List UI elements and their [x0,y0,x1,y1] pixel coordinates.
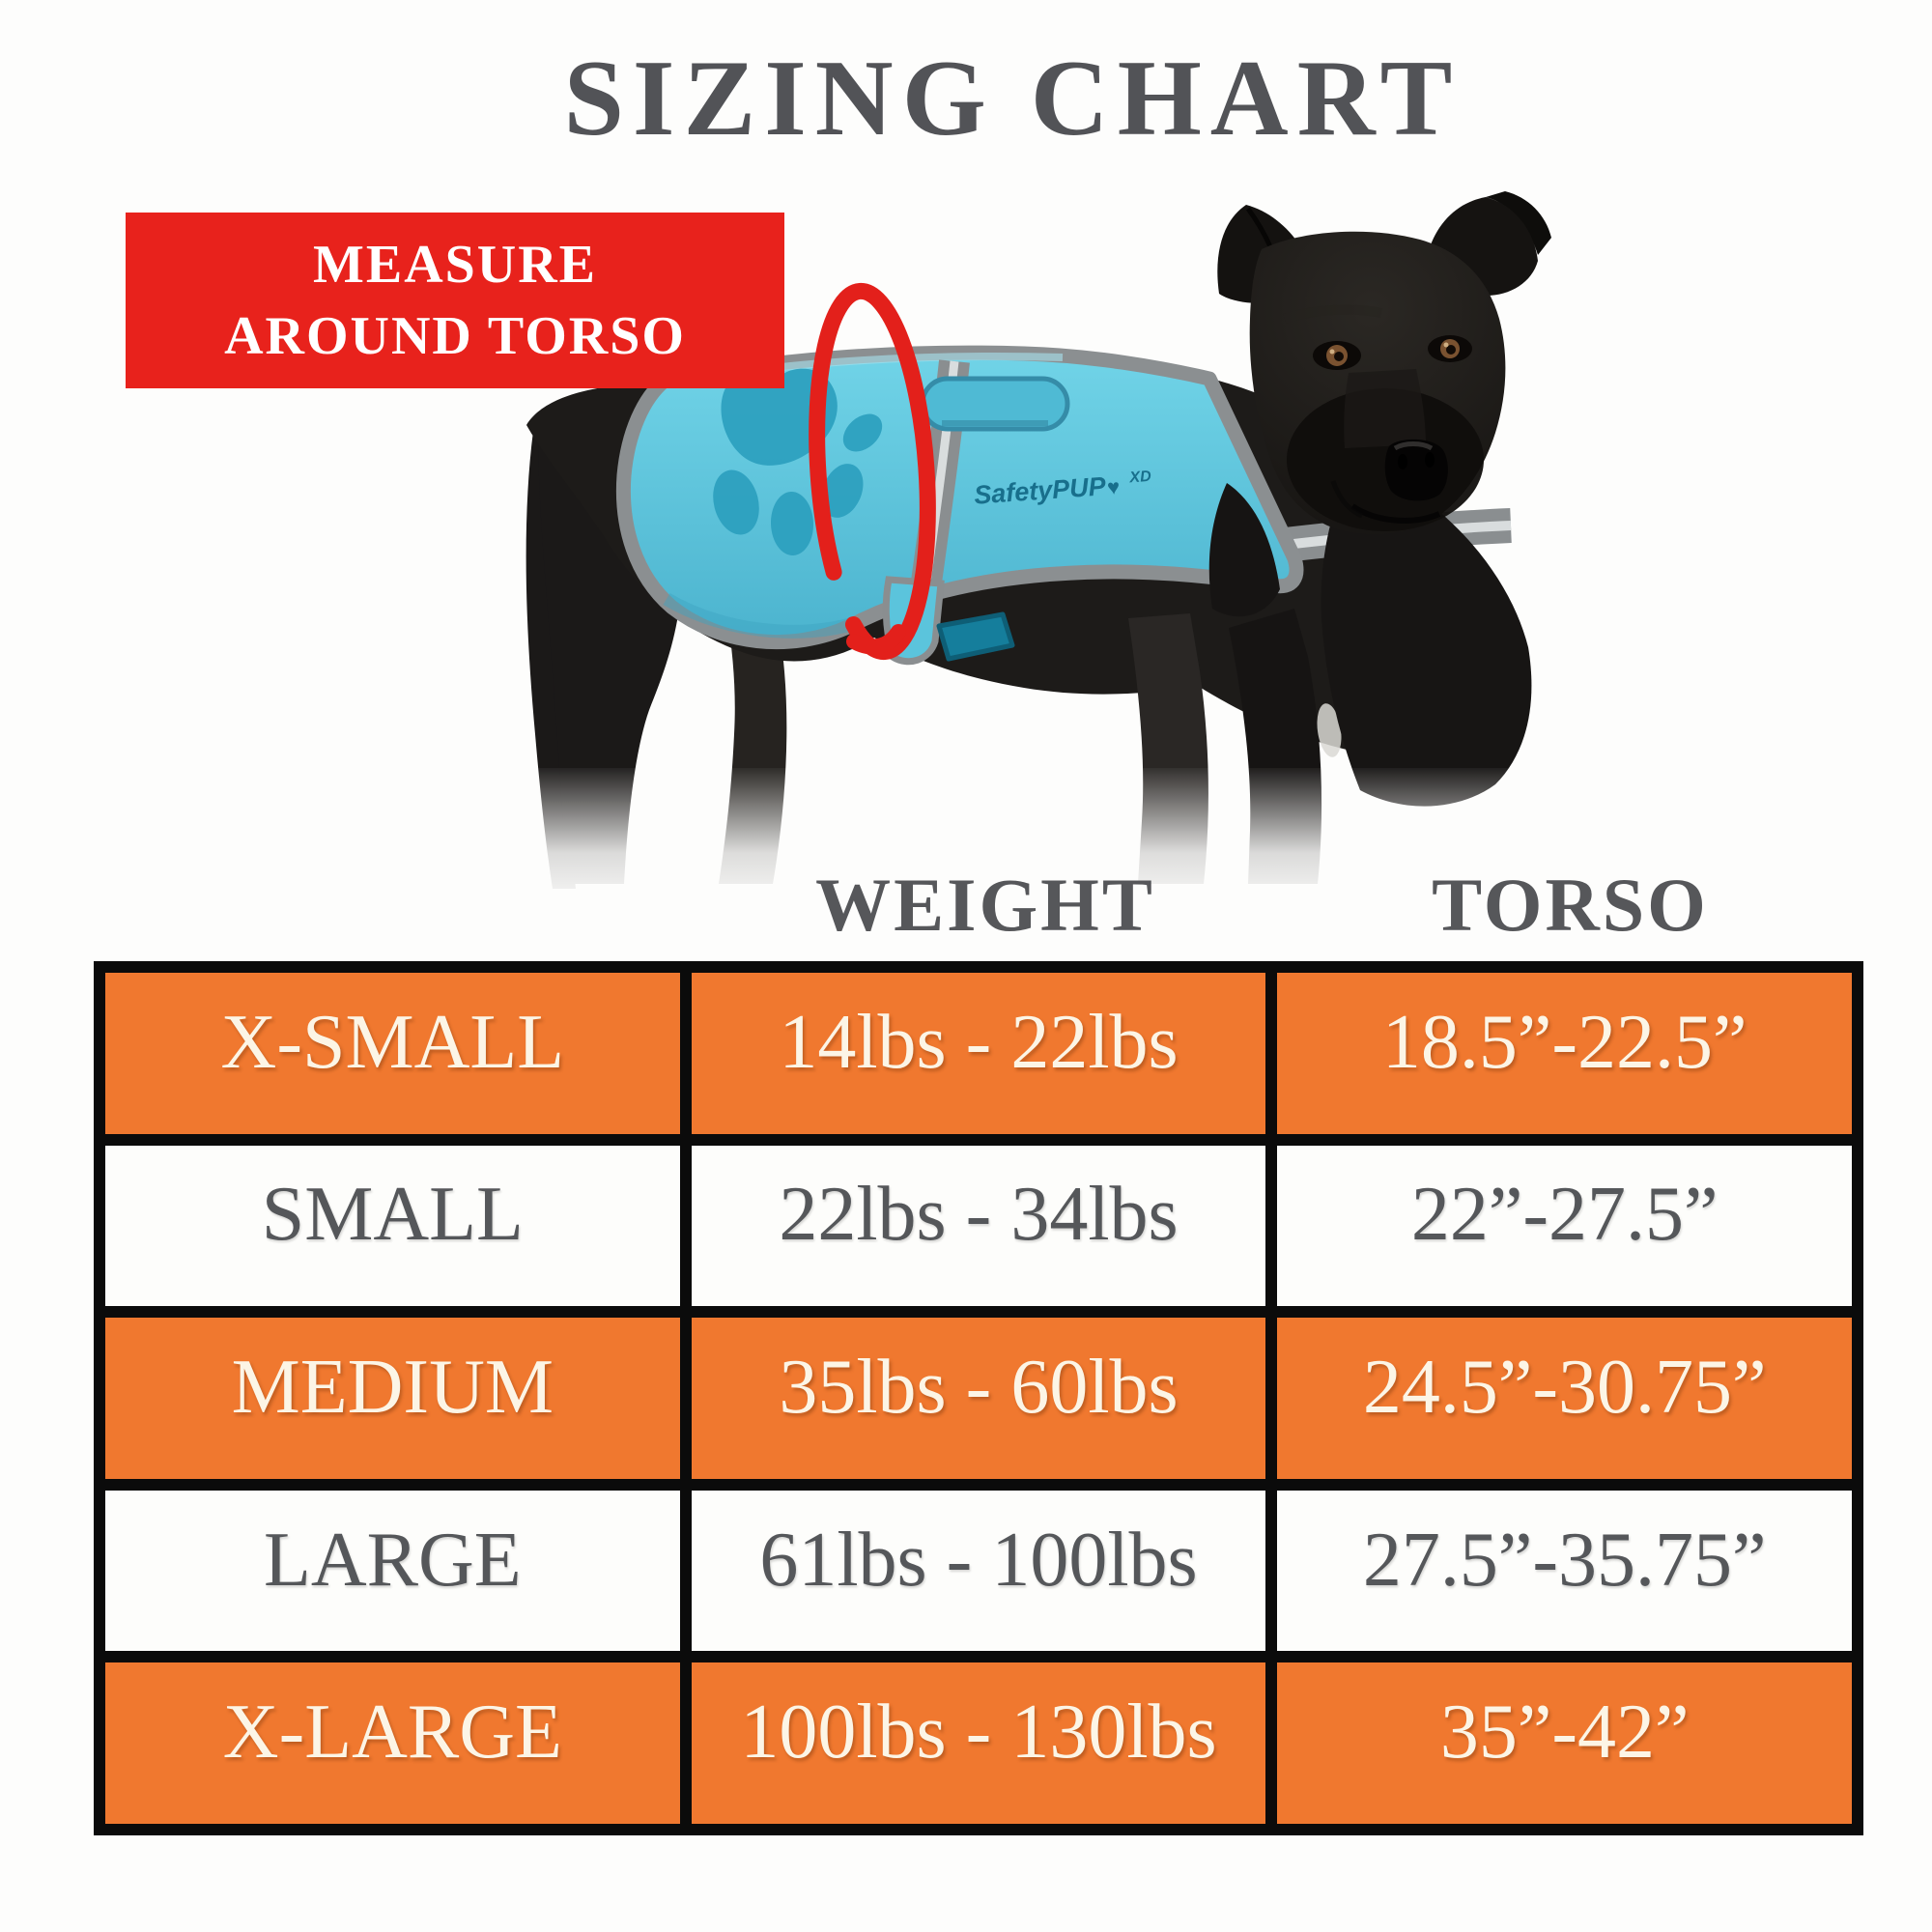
torso-cell-xsmall: 18.5”-22.5” [1277,973,1852,1134]
dog-nostril-right [1425,452,1435,468]
weight-cell-small: 22lbs - 34lbs [692,1146,1266,1307]
size-cell-xlarge: X-LARGE [105,1662,680,1824]
size-cell-large: LARGE [105,1491,680,1652]
torso-cell-medium: 24.5”-30.75” [1277,1318,1852,1479]
vest-logo-text: SafetyPUP [973,471,1107,510]
heart-icon: ♥ [1106,474,1122,500]
sizing-table [94,961,1863,1835]
measure-callout [126,213,784,388]
size-cell-medium: MEDIUM [105,1318,680,1479]
dog-nostril-left [1398,454,1407,469]
page-title: SIZING CHART [563,39,1462,158]
measure-callout-line1: MEASURE [312,235,598,295]
weight-cell-large: 61lbs - 100lbs [692,1491,1266,1652]
dog-eye-right [1428,335,1472,362]
column-header-weight: WEIGHT [815,863,1155,947]
column-header-torso: TORSO [1432,863,1709,947]
measure-callout-line2: AROUND TORSO [224,306,686,366]
dog-nose [1385,440,1448,500]
torso-cell-xlarge: 35”-42” [1277,1662,1852,1824]
weight-cell-xlarge: 100lbs - 130lbs [692,1662,1266,1824]
size-cell-small: SMALL [105,1146,680,1307]
size-cell-xsmall: X-SMALL [105,973,680,1134]
torso-cell-large: 27.5”-35.75” [1277,1491,1852,1652]
weight-cell-xsmall: 14lbs - 22lbs [692,973,1266,1134]
vest-logo-suffix: XD [1128,468,1152,487]
weight-cell-medium: 35lbs - 60lbs [692,1318,1266,1479]
torso-cell-small: 22”-27.5” [1277,1146,1852,1307]
dog-eye-left [1313,341,1361,370]
dog-snout-bridge [1344,369,1426,448]
